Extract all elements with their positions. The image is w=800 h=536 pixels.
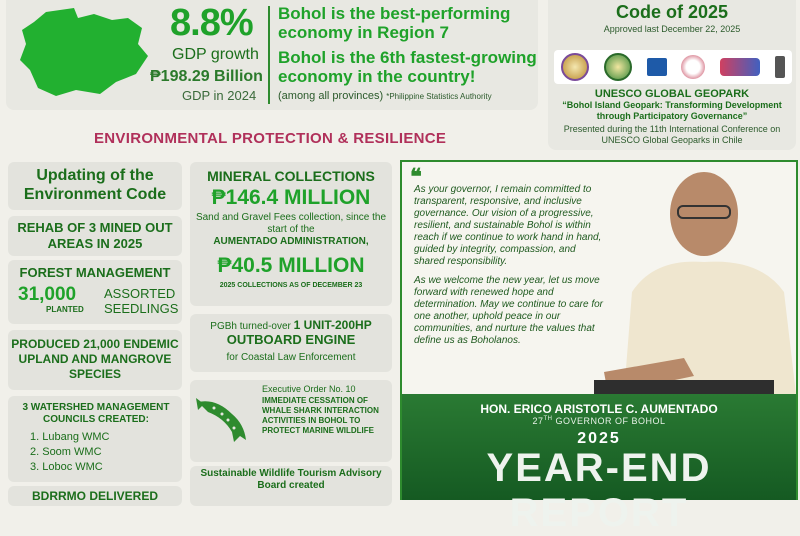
- seal-logo-icon: [561, 53, 589, 81]
- rehab-box: REHAB OF 3 MINED OUT AREAS IN 2025: [8, 216, 182, 256]
- forest-title: FOREST MANAGEMENT: [19, 265, 171, 280]
- divider: [268, 6, 270, 104]
- engine-sub: for Coastal Law Enforcement: [226, 352, 356, 363]
- unesco-title: UNESCO GLOBAL GEOPARK: [594, 88, 750, 100]
- unesco-quote: “Bohol Island Geopark: Transforming Development through Participatory Governance”: [562, 100, 782, 121]
- governor-panel: [400, 160, 798, 535]
- section-title: ENVIRONMENTAL PROTECTION & RESILIENCE: [94, 130, 447, 147]
- mineral-admin: AUMENTADO ADMINISTRATION,: [213, 236, 369, 247]
- eo-body: IMMEDIATE CESSATION OF WHALE SHARK INTERACTION ACTIVITIES IN BOHOL TO PROTECT MARINE WILDLIFE: [262, 396, 379, 435]
- quote-paragraph: As we welcome the new year, let us move forward with renewed hope and determination. May we continue to care for one another, uphold peace in our communities, and nurture the values that define us as Boholanos.: [414, 275, 603, 346]
- engine-line: [190, 318, 392, 332]
- code-title: Code of 2025: [615, 2, 729, 22]
- mineral-title: MINERAL COLLECTIONS: [207, 168, 375, 184]
- engine-bold: 1 UNIT-200HP: [293, 318, 372, 332]
- mineral-box: [190, 162, 392, 306]
- gdp-amount: ₱198.29 Billion: [150, 68, 263, 85]
- wildlife-title: Sustainable Wildlife Tourism Advisory Board created: [200, 468, 382, 491]
- mineral-description: Sand and Gravel Fees collection, since the start of the: [195, 212, 387, 235]
- mineral-amount-2025: ₱40.5 MILLION: [217, 254, 365, 277]
- unesco-description: Presented during the 11th International Conference on UNESCO Global Geoparks in Chile: [563, 124, 781, 145]
- headline-note: [278, 90, 492, 102]
- eo-title: Executive Order No. 10: [262, 384, 356, 394]
- position-rest: GOVERNOR OF BOHOL: [555, 416, 666, 426]
- provincial-logo-icon: [604, 53, 632, 81]
- list-item: 1. Lubang WMC: [30, 431, 110, 443]
- code-approved-date: Approved last December 22, 2025: [603, 24, 741, 34]
- watershed-title: 3 WATERSHED MANAGEMENT COUNCILS CREATED:: [22, 402, 170, 425]
- quote-mark-icon: ❝: [410, 164, 422, 189]
- gdp-growth-label: GDP growth: [172, 46, 259, 63]
- wildlife-box: [190, 466, 392, 506]
- source-text: *Philippine Statistics Authority: [386, 92, 492, 101]
- engine-prefix: PGBh turned-over: [210, 321, 291, 332]
- forest-box: [8, 260, 182, 324]
- gdp-growth-value: 8.8%: [170, 2, 253, 44]
- engine-title: OUTBOARD ENGINE: [226, 332, 356, 347]
- bohol-map-icon: [16, 4, 152, 100]
- governance-card: [548, 0, 796, 150]
- forest-unit: ASSORTED SEEDLINGS: [104, 286, 179, 316]
- mineral-amount-total: ₱146.4 MILLION: [211, 186, 371, 209]
- forest-number: 31,000: [18, 284, 77, 305]
- whale-shark-icon: [194, 392, 254, 446]
- env-code-box: Updating of the Environment Code: [8, 162, 182, 210]
- executive-order-box: [190, 380, 392, 462]
- governor-quote: [414, 184, 606, 354]
- governor-portrait-image: [584, 162, 798, 394]
- anniversary-logo-icon: [720, 58, 760, 76]
- position-suffix: TH: [543, 416, 553, 422]
- produced-box: PRODUCED 21,000 ENDEMIC UPLAND AND MANGROVE SPECIES: [8, 330, 182, 390]
- governor-name: HON. ERICO ARISTOTLE C. AUMENTADO: [480, 402, 718, 416]
- quote-paragraph: As your governor, I remain committed to transparent, responsive, and inclusive governance. Our vision of a progressive, resilient, and sustainable Bohol is within reach if we continue to work hand in hand, guided by integrity, compassion, and shared responsibility.: [414, 184, 602, 267]
- forest-planted: PLANTED: [46, 305, 84, 314]
- bottom-box: BDRRMO DELIVERED: [8, 486, 182, 506]
- governor-footer: [402, 394, 796, 535]
- logo-row: [554, 50, 792, 84]
- watershed-list: [30, 430, 109, 475]
- list-item: 2. Soom WMC: [30, 446, 102, 458]
- governor-position: [402, 416, 796, 426]
- gdp-year-label: GDP in 2024: [182, 88, 257, 103]
- position-ordinal: 27: [532, 416, 544, 426]
- engine-box: [190, 314, 392, 372]
- economy-card: [6, 0, 538, 110]
- mineral-note: 2025 COLLECTIONS AS OF DECEMBER 23: [219, 282, 363, 289]
- tower-logo-icon: [775, 56, 785, 78]
- watershed-box: [8, 396, 182, 482]
- geopark-logo-icon: [681, 55, 705, 79]
- unesco-logo-icon: [647, 58, 667, 76]
- note-text: (among all provinces): [278, 90, 384, 102]
- headline-region: Bohol is the best-performing economy in Region 7: [278, 4, 511, 42]
- headline-country: Bohol is the 6th fastest-growing economy in the country!: [278, 48, 537, 86]
- report-year: 2025: [577, 430, 621, 447]
- report-title: YEAR-END REPORT: [486, 446, 712, 535]
- list-item: 3. Loboc WMC: [30, 461, 103, 473]
